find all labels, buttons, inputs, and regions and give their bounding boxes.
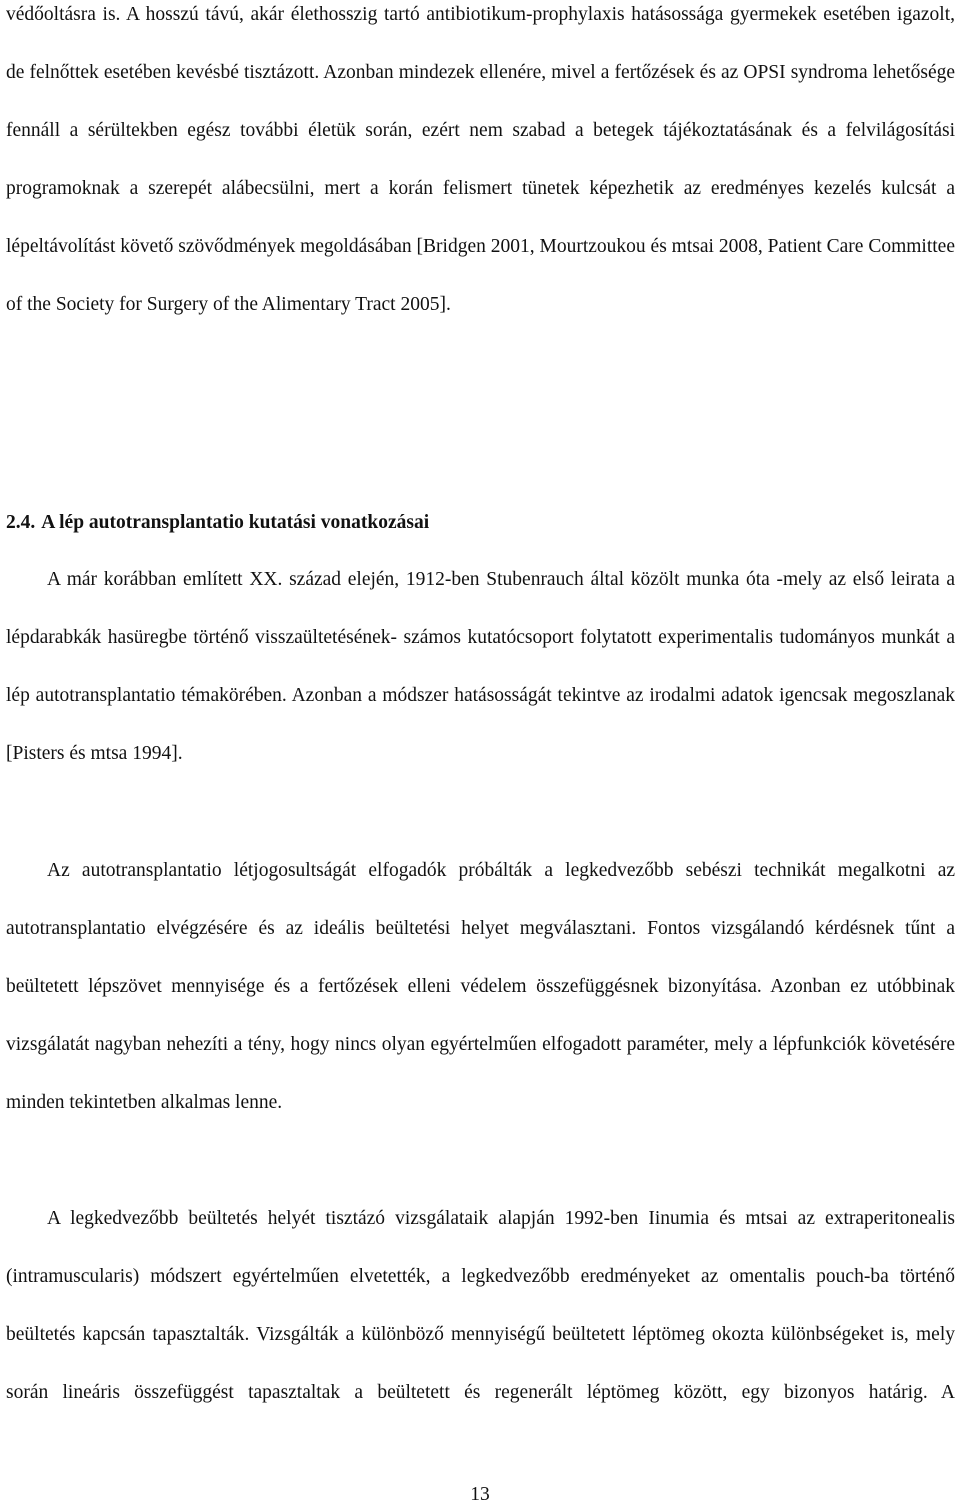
page-number: 13 xyxy=(470,1484,490,1505)
section-heading xyxy=(6,505,955,541)
continuation-paragraph: védőoltásra is. A hosszú távú, akár élethosszig tartó antibiotikum-prophylaxis hatásossága gyermekek esetében igazolt, de felnőttek esetében kevésbé tisztázott. Azonban mindezek ellenére, mivel a fertőzések és az OPSI syndroma lehetősége fennáll a sérültekben egész további életük során, ezért nem szabad a betegek tájékoztatásának és a felvilágosítási programoknak a szerepét alábecsülni, mert a korán felismert tünetek képezhetik az eredményes kezelés kulcsát a lépeltávolítást követő szövődmények megoldásában [Bridgen 2001, Mourtzoukou és mtsai 2008, Patient Care Committee of the Society for Surgery of the Alimentary Tract 2005]. xyxy=(6,4,955,316)
section-title: A lép autotransplantatio kutatási vonatkozásai xyxy=(41,512,430,533)
section-number: 2.4. xyxy=(6,512,36,533)
paragraph-autotransplant-history: A már korábban említett XX. század elején, 1912-ben Stubenrauch által közölt munka óta -mely az első leirata a lépdarabkák hasüregbe történő visszaültetésének- számos kutatócsoport folytatott experimentalis tudományos munkát a lép autotransplantatio témakörében. Azonban a módszer hatásosságát tekintve az irodalmi adatok igencsak megoszlanak [Pisters és mtsa 1994]. xyxy=(6,569,955,765)
paragraph-surgical-technique: Az autotransplantatio létjogosultságát elfogadók próbálták a legkedvezőbb sebészi technikát megalkotni az autotransplantatio elvégzésére és az ideális beültetési helyet megválasztani. Fontos vizsgálandó kérdésnek tűnt a beültetett lépszövet mennyisége és a fertőzések elleni védelem összefüggésnek bizonyítása. Azonban ez utóbbinak vizsgálatát nagyban nehezíti a tény, hogy nincs olyan egyértelműen elfogadott paraméter, mely a lépfunkciók követésére minden tekintetben alkalmas lenne. xyxy=(6,860,955,1114)
paragraph-implant-site: A legkedvezőbb beültetés helyét tisztázó vizsgálataik alapján 1992-ben Iinumia és mtsai az extraperitonealis (intramuscularis) módszert egyértelműen elvetették, a legkedvezőbb eredményeket az omentalis pouch-ba történő beültetés kapcsán tapasztalták. Vizsgálták a különböző mennyiségű beültetett léptömeg okozta különbségeket is, mely során lineáris összefüggést tapasztaltak a beültetett és regenerált léptömeg között, egy bizonyos határig. A xyxy=(6,1208,955,1404)
